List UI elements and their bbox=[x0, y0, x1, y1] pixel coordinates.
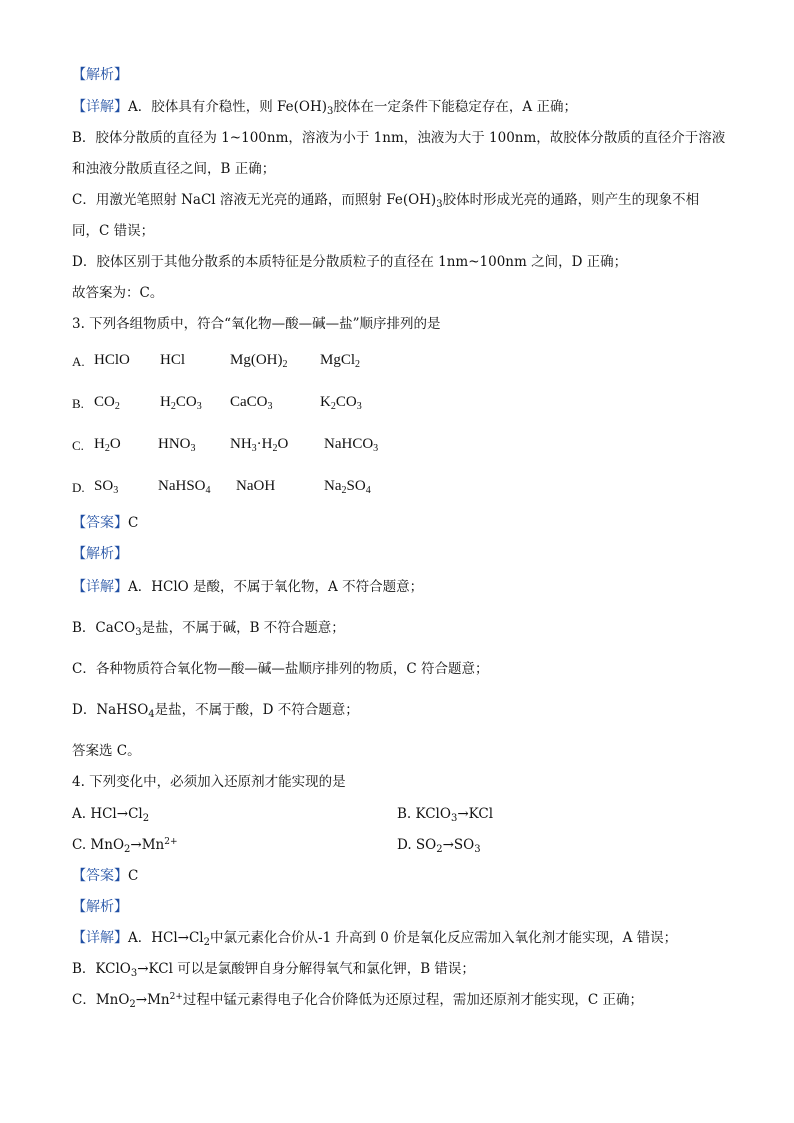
q4-detail-a: 【详解】A．$HCl\to Cl_2$中氯元素化合价从-1 升高到 0 价是氧化反应需加入氧化剂才能实现，A 错误； bbox=[72, 930, 678, 948]
q4-answer: 【答案】C bbox=[72, 868, 139, 884]
q3-detail-c: C．各种物质符合氧化物—酸—碱—盐顺序排列的物质，C 符合题意； bbox=[72, 661, 489, 677]
formula: MgCl$_2$ bbox=[320, 352, 361, 370]
formula: $H_2CO_3$ bbox=[160, 394, 202, 412]
q4-option-c: C. $MnO_2\to Mn^{2+}$ bbox=[72, 837, 178, 855]
formula: NaHCO$_3$ bbox=[324, 436, 379, 454]
q3-answer: 【答案】C bbox=[72, 515, 139, 531]
formula: NaHSO$_4$ bbox=[158, 478, 211, 496]
q3-analysis-heading: 【解析】 bbox=[72, 546, 128, 562]
q3-conclusion: 答案选 C。 bbox=[72, 743, 141, 759]
q2-detail-a: 【详解】A．胶体具有介稳性，则 $Fe(OH)_3$胶体在一定条件下能稳定存在，A 正确； bbox=[72, 99, 577, 117]
formula: $Na_2SO_4$ bbox=[324, 478, 371, 496]
q3-detail-d: D．NaHSO$_4$是盐，不属于酸，D 不符合题意； bbox=[72, 702, 359, 720]
q4-detail-c: C．$MnO_2\to Mn^{2+}$过程中锰元素得电子化合价降低为还原过程，需加还原剂才能实现，C 正确； bbox=[72, 992, 644, 1010]
formula: $H_2O$ bbox=[94, 436, 121, 454]
q2-detail-b-line1: B．胶体分散质的直径为 1~100nm，溶液为小于 1nm，浊液为大于 100nm，故胶体分散质的直径介于溶液 bbox=[72, 130, 726, 146]
q3-detail-b: B．CaCO$_3$是盐，不属于碱，B 不符合题意； bbox=[72, 620, 345, 638]
q4-stem: 4. 下列变化中，必须加入还原剂才能实现的是 bbox=[72, 774, 346, 790]
q2-detail-c-line1: C．用激光笔照射 NaCl 溶液无光亮的通路，而照射 $Fe(OH)_3$胶体时形成光亮的通路，则产生的现象不相 bbox=[72, 192, 700, 210]
q3-detail-a: 【详解】A．HClO 是酸，不属于氧化物，A 不符合题意； bbox=[72, 579, 424, 595]
formula: $SO_3$ bbox=[94, 478, 119, 496]
formula: $K_2CO_3$ bbox=[320, 394, 362, 412]
q2-conclusion: 故答案为：C。 bbox=[72, 285, 164, 301]
q3-stem: 3. 下列各组物质中，符合“氧化物—酸—碱—盐”顺序排列的是 bbox=[72, 316, 441, 332]
formula: NaOH bbox=[236, 478, 276, 494]
q2-detail-d: D．胶体区别于其他分散系的本质特征是分散质粒子的直径在 1nm~100nm 之间，D 正确； bbox=[72, 254, 628, 270]
option-label: D. bbox=[72, 480, 85, 495]
q4-option-d: D. $SO_2\to SO_3$ bbox=[397, 837, 481, 855]
formula: CaCO$_3$ bbox=[230, 394, 273, 412]
formula: $NH_3\cdot H_2O$ bbox=[230, 436, 289, 454]
q4-option-b: B. KClO$_3$→KCl bbox=[397, 806, 494, 824]
formula: $CO_2$ bbox=[94, 394, 120, 412]
analysis-heading: 【解析】 bbox=[72, 67, 128, 83]
formula: HCl bbox=[160, 352, 186, 368]
option-label: B. bbox=[72, 396, 84, 411]
q4-option-a: A. $HCl\to Cl_2$ bbox=[72, 806, 150, 824]
q4-detail-b: B．KClO$_3$→KCl 可以是氯酸钾自身分解得氧气和氯化钾，B 错误； bbox=[72, 961, 475, 979]
formula: $Mg(OH)_2$ bbox=[230, 352, 288, 370]
formula: $HNO_3$ bbox=[158, 436, 196, 454]
q2-detail-c-line2: 同，C 错误； bbox=[72, 223, 155, 239]
q4-analysis-heading: 【解析】 bbox=[72, 899, 128, 915]
option-label: A. bbox=[72, 354, 85, 369]
q2-detail-b-line2: 和浊液分散质直径之间，B 正确； bbox=[72, 161, 276, 177]
option-label: C. bbox=[72, 438, 84, 453]
formula: HClO bbox=[94, 352, 130, 368]
